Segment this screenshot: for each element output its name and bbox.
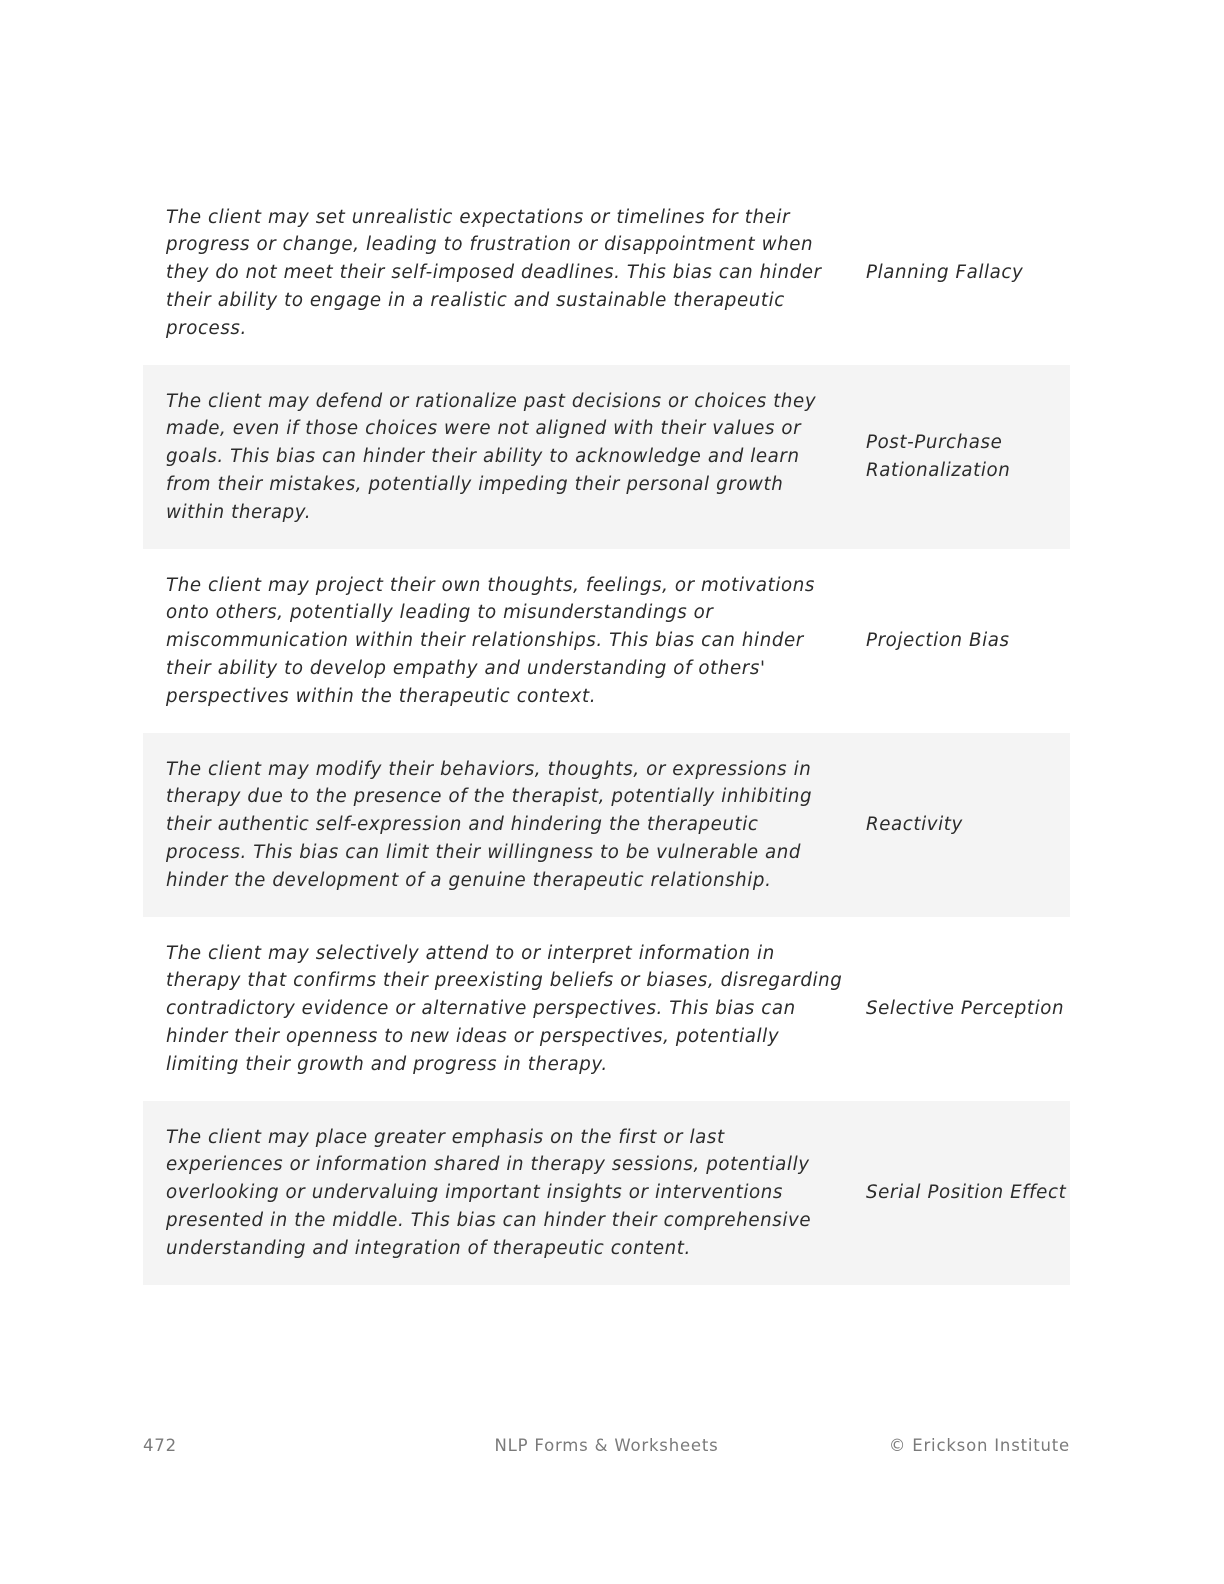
row-bias-name: Projection Bias <box>866 630 1010 652</box>
page-footer <box>143 1436 1070 1460</box>
footer-copyright: © Erickson Institute <box>888 1436 1070 1455</box>
row-description: The client may modify their behaviors, thoughts, or expressions in therapy due to the presence of the therapist, potentially inhibiting their authentic self-expression and hindering the therapeutic process. This bias can limit their willingness to be vulnerable and hinder the development of a genuine therapeutic relationship. <box>166 758 813 891</box>
table-row <box>143 549 1070 733</box>
page-number: 472 <box>143 1436 177 1455</box>
table-row <box>143 917 1070 1101</box>
table-row <box>143 733 1070 917</box>
row-description: The client may place greater emphasis on the first or last experiences or information shared in therapy sessions, potentially overlooking or undervaluing important insights or interventions presented in the middle. This bias can hinder their comprehensive understanding and integration of therapeutic content. <box>166 1126 812 1259</box>
row-bias-name: Serial Position Effect <box>866 1182 1067 1204</box>
row-description: The client may set unrealistic expectations or timelines for their progress or change, leading to frustration or disappointment when they do not meet their self-imposed deadlines. This bias can hinder their ability to engage in a realistic and sustainable therapeutic process. <box>166 206 822 339</box>
footer-title: NLP Forms & Worksheets <box>494 1436 719 1455</box>
table-row <box>143 1101 1070 1285</box>
row-bias-name: Reactivity <box>866 814 963 836</box>
table-row <box>143 181 1070 365</box>
row-description: The client may defend or rationalize past decisions or choices they made, even if those choices were not aligned with their values or goals. This bias can hinder their ability to acknowledge and learn from their mistakes, potentially impeding their personal growth within therapy. <box>166 390 817 523</box>
row-bias-name: Planning Fallacy <box>866 262 1024 284</box>
row-bias-name: Selective Perception <box>866 998 1065 1020</box>
row-description: The client may project their own thoughts, feelings, or motivations onto others, potentially leading to misunderstandings or miscommunication within their relationships. This bias can hinder their ability to develop empathy and understanding of others' perspectives within the therapeutic context. <box>166 574 815 707</box>
row-bias-name: Post-Purchase Rationalization <box>866 432 1011 481</box>
table-row <box>143 365 1070 549</box>
row-description: The client may selectively attend to or interpret information in therapy that confirms their preexisting beliefs or biases, disregarding contradictory evidence or alternative perspectives. This bias can hinder their openness to new ideas or perspectives, potentially limiting their growth and progress in therapy. <box>166 942 843 1075</box>
bias-table <box>143 181 1070 1285</box>
